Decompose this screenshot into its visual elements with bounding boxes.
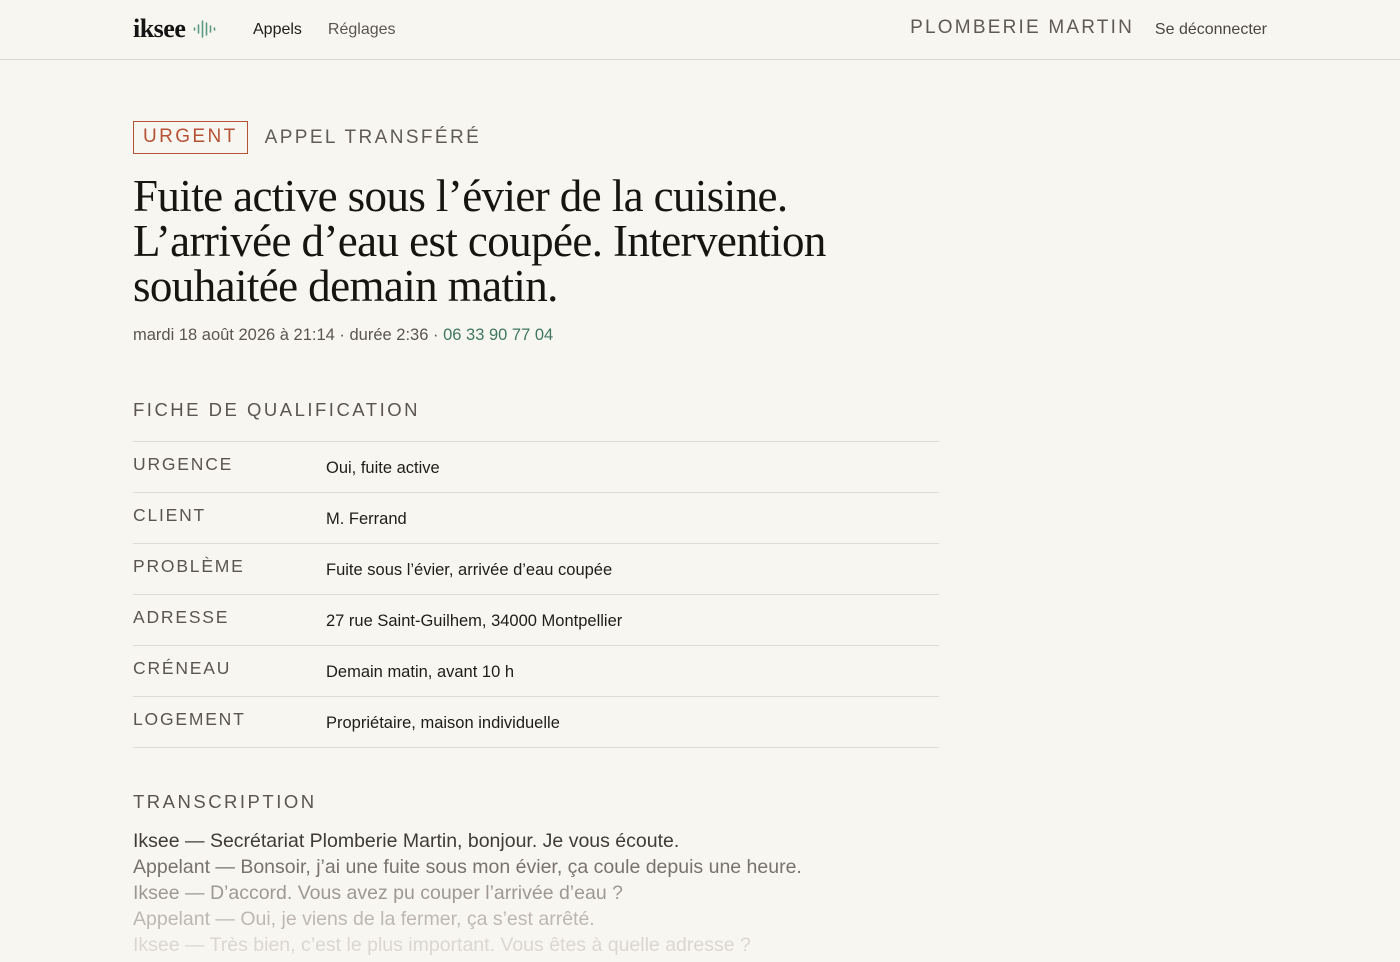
call-meta bbox=[133, 323, 939, 347]
brand-logo[interactable] bbox=[133, 12, 217, 46]
audio-wave-icon bbox=[193, 20, 217, 38]
qualification-key: PROBLÈME bbox=[133, 556, 245, 576]
qualification-table bbox=[133, 441, 939, 748]
nav-settings[interactable]: Réglages bbox=[327, 21, 396, 38]
qualification-row bbox=[133, 646, 939, 697]
qualification-title: FICHE DE QUALIFICATION bbox=[133, 399, 420, 420]
qualification-row bbox=[133, 697, 939, 748]
qualification-value: Demain matin, avant 10 h bbox=[326, 663, 515, 681]
qualification-row bbox=[133, 442, 939, 493]
transcript-line: Iksee — D’accord. Vous avez pu couper l’arrivée d’eau ? bbox=[133, 882, 623, 904]
qualification-row bbox=[133, 544, 939, 595]
qualification-key: ADRESSE bbox=[133, 607, 230, 627]
transcript-line: Appelant — Oui, je viens de la fermer, ça s’est arrêté. bbox=[133, 908, 595, 930]
qualification-key: LOGEMENT bbox=[133, 709, 246, 729]
brand-wordmark: iksee bbox=[133, 14, 186, 43]
qualification-key: CLIENT bbox=[133, 505, 207, 525]
call-summary-headline: Fuite active sous l’évier de la cuisine. L’arrivée d’eau est coupée. Intervention souhaitée demain matin. bbox=[133, 171, 826, 311]
qualification-value: M. Ferrand bbox=[326, 510, 407, 528]
transcript-line: Appelant — Bonsoir, j’ai une fuite sous mon évier, ça coule depuis une heure. bbox=[133, 856, 802, 878]
top-bar bbox=[0, 0, 1400, 60]
qualification-value: Oui, fuite active bbox=[326, 459, 440, 477]
qualification-row bbox=[133, 493, 939, 544]
call-duration: durée 2:36 bbox=[349, 326, 429, 344]
call-detail bbox=[133, 121, 939, 958]
logout-link[interactable]: Se déconnecter bbox=[1154, 21, 1267, 38]
qualification-key: URGENCE bbox=[133, 454, 234, 474]
call-date: mardi 18 août 2026 à 21:14 bbox=[133, 326, 335, 344]
meta-separator: · bbox=[428, 326, 444, 344]
caller-phone-link[interactable]: 06 33 90 77 04 bbox=[443, 326, 554, 344]
transcription-body bbox=[133, 828, 939, 958]
call-tags bbox=[133, 121, 939, 154]
main-nav bbox=[253, 20, 396, 40]
qualification-value: 27 rue Saint-Guilhem, 34000 Montpellier bbox=[326, 612, 623, 630]
transcription-title: TRANSCRIPTION bbox=[133, 791, 317, 812]
qualification-value: Fuite sous l’évier, arrivée d’eau coupée bbox=[326, 561, 613, 579]
transcript-line: Iksee — Secrétariat Plomberie Martin, bonjour. Je vous écoute. bbox=[133, 830, 680, 852]
qualification-row bbox=[133, 595, 939, 646]
qualification-key: CRÉNEAU bbox=[133, 658, 232, 678]
call-status-label: APPEL TRANSFÉRÉ bbox=[264, 126, 482, 148]
meta-separator: · bbox=[334, 326, 350, 344]
qualification-value: Propriétaire, maison individuelle bbox=[326, 714, 560, 732]
company-name: PLOMBERIE MARTIN bbox=[910, 17, 1134, 38]
nav-calls[interactable]: Appels bbox=[253, 21, 302, 38]
urgent-badge: URGENT bbox=[133, 121, 248, 154]
transcript-line: Iksee — Très bien, c’est le plus important. Vous êtes à quelle adresse ? bbox=[133, 934, 751, 956]
